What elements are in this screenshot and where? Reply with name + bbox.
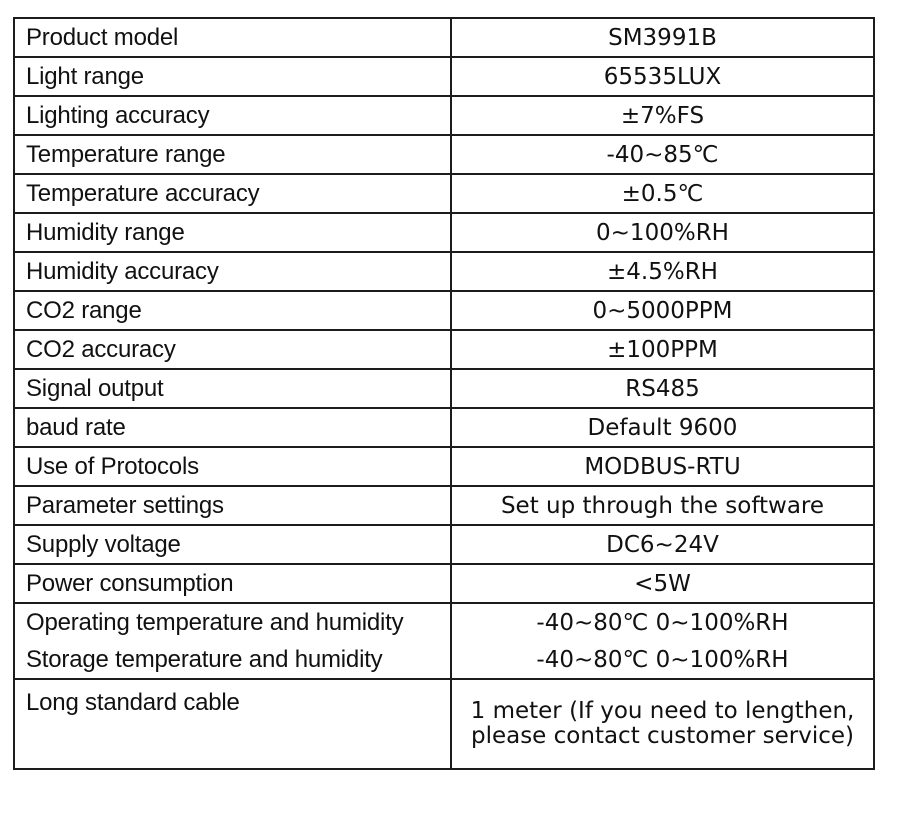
param-value: Default 9600: [451, 408, 874, 447]
param-value: ±4.5%RH: [451, 252, 874, 291]
table-row: [14, 96, 874, 135]
param-value: -40~85℃: [451, 135, 874, 174]
table-row: [14, 408, 874, 447]
param-label: Temperature range: [14, 135, 451, 174]
param-label: Humidity range: [14, 213, 451, 252]
table-row: [14, 603, 874, 641]
table-row: [14, 641, 874, 679]
param-value: <5W: [451, 564, 874, 603]
param-label: baud rate: [14, 408, 451, 447]
table-row: [14, 330, 874, 369]
param-value: RS485: [451, 369, 874, 408]
table-row: [14, 291, 874, 330]
table-row: [14, 18, 874, 57]
param-value: 0~100%RH: [451, 213, 874, 252]
spec-table: [13, 17, 875, 770]
table-row: [14, 252, 874, 291]
table-row: [14, 57, 874, 96]
param-label: Parameter settings: [14, 486, 451, 525]
table-row: [14, 135, 874, 174]
param-value: 65535LUX: [451, 57, 874, 96]
table-row: [14, 564, 874, 603]
param-label: CO2 range: [14, 291, 451, 330]
cable-value-line-1: 1 meter (If you need to lengthen,: [470, 698, 855, 724]
param-value: -40~80℃ 0~100%RH: [451, 603, 874, 641]
table-row: [14, 369, 874, 408]
param-label: Product model: [14, 18, 451, 57]
param-value: 0~5000PPM: [451, 291, 874, 330]
cable-value-line-2: please contact customer service): [470, 723, 855, 749]
param-label: CO2 accuracy: [14, 330, 451, 369]
param-label: Long standard cable: [14, 679, 451, 769]
param-label: Supply voltage: [14, 525, 451, 564]
param-label: Light range: [14, 57, 451, 96]
param-value: ±0.5℃: [451, 174, 874, 213]
param-value: [451, 679, 874, 769]
table-row: [14, 174, 874, 213]
param-value: ±100PPM: [451, 330, 874, 369]
param-label: Use of Protocols: [14, 447, 451, 486]
param-label: Power consumption: [14, 564, 451, 603]
param-label: Lighting accuracy: [14, 96, 451, 135]
table-row: [14, 213, 874, 252]
param-value: Set up through the software: [451, 486, 874, 525]
param-label: Humidity accuracy: [14, 252, 451, 291]
param-value: DC6~24V: [451, 525, 874, 564]
table-row: [14, 679, 874, 769]
param-value: MODBUS-RTU: [451, 447, 874, 486]
param-value: ±7%FS: [451, 96, 874, 135]
param-label: Temperature accuracy: [14, 174, 451, 213]
table-row: [14, 486, 874, 525]
table-row: [14, 525, 874, 564]
param-value: -40~80℃ 0~100%RH: [451, 641, 874, 679]
param-label: Storage temperature and humidity: [14, 641, 451, 679]
table-row: [14, 447, 874, 486]
param-value: SM3991B: [451, 18, 874, 57]
param-label: Signal output: [14, 369, 451, 408]
param-label: Operating temperature and humidity: [14, 603, 451, 641]
